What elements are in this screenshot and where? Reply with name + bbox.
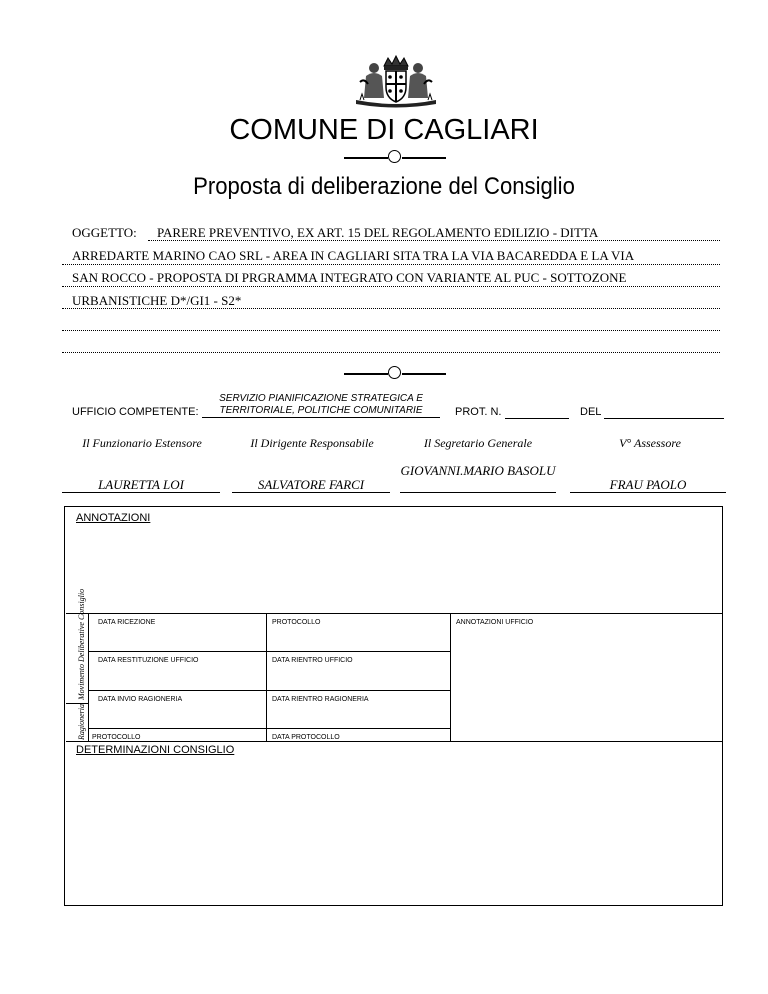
dotted-rule [148, 240, 720, 241]
signature-role-2: Il Dirigente Responsabile [250, 436, 374, 450]
annotations-label: ANNOTAZIONI [76, 512, 151, 524]
cell-data-rientro-ufficio: DATA RIENTRO UFFICIO [272, 657, 353, 664]
subject-label: OGGETTO: [72, 225, 137, 240]
signature-name-3: GIOVANNI.MARIO BASOLU [400, 464, 556, 493]
subject-line-3: SAN ROCCO - PROPOSTA DI PRGRAMMA INTEGRATO CON VARIANTE AL PUC - SOTTOZONE [72, 270, 627, 285]
dotted-rule [62, 264, 720, 265]
date-field [604, 418, 724, 419]
cell-data-rientro-ragioneria: DATA RIENTRO RAGIONERIA [272, 696, 369, 703]
cell-data-ricezione: DATA RICEZIONE [98, 619, 156, 626]
dotted-rule [62, 330, 720, 331]
office-value-line-1: SERVIZIO PIANIFICAZIONE STRATEGICA E [219, 393, 423, 404]
grid-divider [66, 741, 722, 742]
annotations-box [64, 506, 723, 906]
cell-protocollo: PROTOCOLLO [272, 619, 321, 626]
dotted-rule [62, 352, 720, 353]
dotted-rule [62, 308, 720, 309]
dotted-rule [62, 286, 720, 287]
signature-role-3: Il Segretario Generale [423, 436, 533, 450]
date-label: DEL [580, 406, 602, 418]
cell-data-protocollo: DATA PROTOCOLLO [272, 734, 340, 741]
grid-divider [88, 613, 89, 741]
office-value-line-2: TERRITORIALE, POLITICHE COMUNITARIE [219, 405, 423, 416]
cell-data-restituzione: DATA RESTITUZIONE UFFICIO [98, 657, 199, 664]
office-value [202, 393, 440, 418]
signature-role-1: Il Funzionario Estensore [82, 436, 202, 450]
grid-divider [266, 613, 267, 741]
document-type-title: Proposta di deliberazione del Consiglio [193, 173, 575, 200]
coat-of-arms-emblem [350, 54, 442, 110]
cell-annotazioni-ufficio: ANNOTAZIONI UFFICIO [456, 619, 534, 626]
divider-ornament [344, 366, 446, 380]
determinations-label: DETERMINAZIONI CONSIGLIO [76, 744, 235, 756]
office-label: UFFICIO COMPETENTE: [72, 406, 199, 418]
signature-name-1: LAURETTA LOI [62, 478, 220, 493]
grid-divider [450, 613, 451, 741]
side-label-movimento: Movimento Deliberative Consiglio [77, 588, 86, 700]
city-name: COMUNE DI CAGLIARI [229, 114, 539, 146]
divider-ornament [344, 150, 446, 164]
grid-divider [88, 651, 450, 652]
grid-divider [88, 728, 450, 729]
protocol-number-label: PROT. N. [455, 406, 502, 418]
grid-divider [66, 613, 722, 614]
side-label-ragioneria: Ragioneria [77, 704, 86, 740]
cell-protocollo-ragioneria: PROTOCOLLO [92, 734, 141, 741]
signature-role-4: V° Assessore [619, 436, 681, 450]
grid-divider [88, 690, 450, 691]
subject-line-4: URBANISTICHE D*/GI1 - S2* [72, 293, 242, 308]
signature-name-2: SALVATORE FARCI [232, 478, 390, 493]
subject-line-1: PARERE PREVENTIVO, EX ART. 15 DEL REGOLAMENTO EDILIZIO - DITTA [157, 225, 599, 240]
subject-line-2: ARREDARTE MARINO CAO SRL - AREA IN CAGLIARI SITA TRA LA VIA BACAREDDA E LA VIA [72, 248, 635, 263]
protocol-number-field [505, 418, 569, 419]
signature-name-4: FRAU PAOLO [570, 478, 726, 493]
cell-data-invio-ragioneria: DATA INVIO RAGIONERIA [98, 696, 183, 703]
